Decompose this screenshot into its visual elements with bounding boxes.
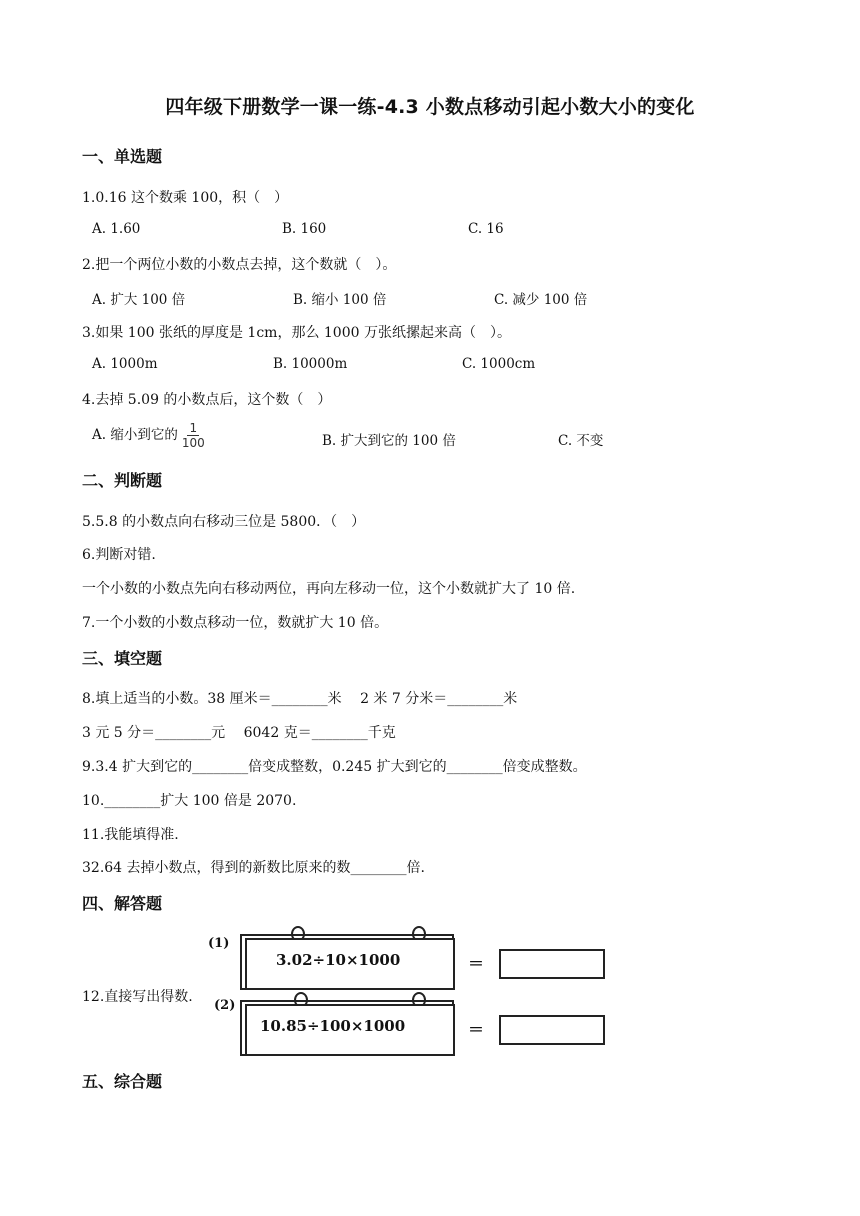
question-9-stem: 9.3.4 扩大到它的________倍变成整数，0.245 扩大到它的________倍变成整数。	[82, 759, 587, 775]
card-1-ring-right	[412, 926, 426, 942]
question-2-stem: 2.把一个两位小数的小数点去掉，这个数就（ ）。	[82, 257, 397, 273]
card-2-ring-left	[294, 992, 308, 1008]
question-2-option-a[interactable]: A. 扩大 100 倍	[92, 292, 186, 308]
card-1-expression: 3.02÷10×1000	[276, 951, 401, 969]
question-3-option-b[interactable]: B. 10000m	[273, 356, 348, 372]
section-heading-comprehensive: 五、综合题	[82, 1072, 163, 1091]
section-heading-single-choice: 一、单选题	[82, 147, 163, 166]
page-title: 四年级下册数学一课一练-4.3 小数点移动引起小数大小的变化	[165, 96, 695, 118]
question-4-option-c[interactable]: C. 不变	[558, 433, 604, 449]
question-12-stem: 12.直接写出得数.	[82, 989, 193, 1005]
card-2-ring-right	[412, 992, 426, 1008]
question-4-option-a[interactable]	[92, 421, 205, 450]
card-1-answer-box[interactable]	[499, 949, 605, 979]
card-2-label: (2)	[214, 998, 236, 1013]
card-1-equals: ＝	[468, 954, 485, 973]
question-11-stem: 11.我能填得准.	[82, 827, 179, 843]
question-4-option-a-text: A. 缩小到它的	[92, 427, 178, 443]
question-5-stem: 5.5.8 的小数点向右移动三位是 5800．（ ）	[82, 514, 366, 530]
question-1-option-c[interactable]: C. 16	[468, 221, 504, 237]
question-2-option-b[interactable]: B. 缩小 100 倍	[293, 292, 387, 308]
section-heading-solve: 四、解答题	[82, 894, 163, 913]
section-heading-fill-in: 三、填空题	[82, 649, 163, 668]
card-2-answer-box[interactable]	[499, 1015, 605, 1045]
question-4-stem: 4.去掉 5.09 的小数点后，这个数（ ）	[82, 392, 332, 408]
fraction-numerator: 1	[189, 421, 198, 435]
question-8-line-2: 3 元 5 分＝________元 6042 克＝________千克	[82, 725, 396, 741]
question-2-option-c[interactable]: C. 减少 100 倍	[494, 292, 588, 308]
question-3-option-c[interactable]: C. 1000cm	[462, 356, 536, 372]
question-1-stem: 1.0.16 这个数乘 100，积（ ）	[82, 190, 289, 206]
card-2-equals: ＝	[468, 1020, 485, 1039]
fraction-one-hundredth	[182, 421, 205, 450]
fraction-denominator: 100	[181, 436, 205, 450]
question-3-stem: 3.如果 100 张纸的厚度是 1cm，那么 1000 万张纸摞起来高（ ）。	[82, 325, 511, 341]
question-10-stem: 10.________扩大 100 倍是 2070.	[82, 793, 297, 809]
question-6-stem: 6.判断对错.	[82, 547, 156, 563]
question-3-option-a[interactable]: A. 1000m	[92, 356, 158, 372]
question-11-statement: 32.64 去掉小数点，得到的新数比原来的数________倍.	[82, 860, 425, 876]
question-1-option-a[interactable]: A. 1.60	[92, 221, 141, 237]
question-1-option-b[interactable]: B. 160	[282, 221, 327, 237]
card-1-ring-left	[291, 926, 305, 942]
section-heading-true-false: 二、判断题	[82, 471, 163, 490]
question-4-option-b[interactable]: B. 扩大到它的 100 倍	[322, 433, 456, 449]
card-1-label: (1)	[208, 936, 230, 951]
question-7-stem: 7.一个小数的小数点移动一位，数就扩大 10 倍。	[82, 615, 389, 631]
question-6-statement: 一个小数的小数点先向右移动两位，再向左移动一位，这个小数就扩大了 10 倍.	[82, 581, 576, 597]
question-8-line-1: 8.填上适当的小数。38 厘米＝________米 2 米 7 分米＝________米	[82, 691, 518, 707]
card-2-expression: 10.85÷100×1000	[260, 1017, 406, 1035]
